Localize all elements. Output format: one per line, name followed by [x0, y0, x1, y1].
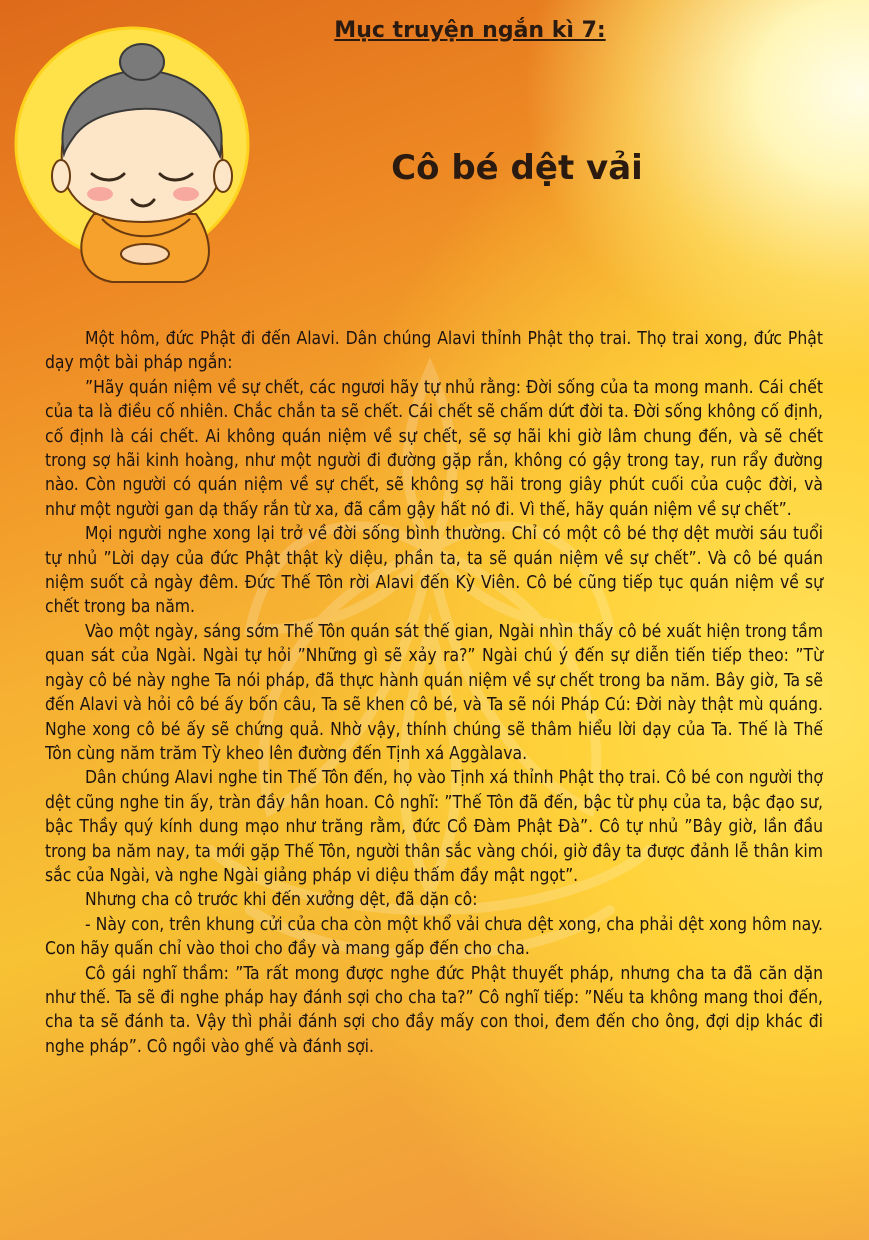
story-paragraph: Mọi người nghe xong lại trở về đời sống bình thường. Chỉ có một cô bé thợ dệt mười sáu tuổi tự nhủ ”Lời dạy của đức Phật thật kỳ diệu, phần ta, ta sẽ quán niệm về sự chết”. Và cô bé quán niệm suốt cả ngày đêm. Đức Thế Tôn rời Alavi đến Kỳ Viên. Cô bé cũng tiếp tục quán niệm về sự chết trong ba năm.	[45, 524, 823, 618]
series-label: Mục truyện ngắn kì 7:	[334, 18, 606, 43]
story-paragraph: Dân chúng Alavi nghe tin Thế Tôn đến, họ vào Tịnh xá thỉnh Phật thọ trai. Cô bé con người thợ dệt cũng nghe tin ấy, tràn đầy hân hoan. Cô nghĩ: ”Thế Tôn đã đến, bậc từ phụ của ta, bậc đạo sư, bậc Thầy quý kính dung mạo như trăng rằm, đức Cồ Đàm Phật Đà”. Cô tự nhủ ”Bây giờ, lần đầu trong ba năm nay, ta mới gặp Thế Tôn, người thân sắc vàng chói, giờ đây ta được đảnh lễ thân kim sắc của Ngài, và nghe Ngài giảng pháp vi diệu thấm đầy mật ngọt”.	[45, 768, 823, 886]
story-title: Cô bé dệt vải	[391, 148, 643, 188]
story-paragraph: Một hôm, đức Phật đi đến Alavi. Dân chúng Alavi thỉnh Phật thọ trai. Thọ trai xong, đức Phật dạy một bài pháp ngắn:	[45, 329, 823, 374]
story-paragraph: Cô gái nghĩ thầm: ”Ta rất mong được nghe đức Phật thuyết pháp, nhưng cha ta đã căn dặn như thế. Ta sẽ đi nghe pháp hay đánh sợi cho cha ta?” Cô nghĩ tiếp: ”Nếu ta không mang thoi đến, cha ta sẽ đánh ta. Vậy thì phải đánh sợi cho đầy mấy con thoi, đem đến cho ông, đợi dịp khác đi nghe pháp”. Cô ngồi vào ghế và đánh sợi.	[45, 963, 823, 1057]
story-paragraph: ”Hãy quán niệm về sự chết, các ngươi hãy tự nhủ rằng: Đời sống của ta mong manh. Cái chết của ta là điều cố nhiên. Chắc chắn ta sẽ chết. Cái chết sẽ chấm dứt đời ta. Đời sống không cố định, cố định là cái chết. Ai không quán niệm về sự chết, sẽ sợ hãi khi giờ lâm chung đến, và sẽ chết trong sợ hãi kinh hoàng, như một người đi đường gặp rắn, không có gậy trong tay, run rẩy đường nào. Còn người có quán niệm về sự chết, sẽ không sợ hãi trong giây phút cuối của cuộc đời, và như một người gan dạ thấy rắn từ xa, đã cầm gậy hất nó đi. Vì thế, hãy quán niệm về sự chết”.	[45, 377, 823, 520]
story-paragraph: Vào một ngày, sáng sớm Thế Tôn quán sát thế gian, Ngài nhìn thấy cô bé xuất hiện trong tầm quan sát của Ngài. Ngài tự hỏi ”Những gì sẽ xảy ra?” Ngài chú ý đến sự diễn tiến tiếp theo: ”Từ ngày cô bé này nghe Ta nói pháp, đã thực hành quán niệm về sự chết trong ba năm. Bây giờ, Ta sẽ đến Alavi và hỏi cô bé ấy bốn câu, Ta sẽ khen cô bé, và Ta sẽ nói Pháp Cú: Đời này thật mù quáng. Nghe xong cô bé ấy sẽ chứng quả. Nhờ vậy, thính chúng sẽ thâm hiểu lời dạy của Ta. Thế là Thế Tôn cùng năm trăm Tỳ kheo lên đường đến Tịnh xá Aggàlava.	[45, 621, 823, 764]
story-body	[45, 327, 823, 1059]
story-paragraph: Nhưng cha cô trước khi đến xưởng dệt, đã dặn cô:	[85, 890, 478, 911]
story-paragraph: - Này con, trên khung cửi của cha còn một khổ vải chưa dệt xong, cha phải dệt xong hôm nay. Con hãy quấn chỉ vào thoi cho đầy và mang gấp đến cho cha.	[45, 914, 823, 960]
